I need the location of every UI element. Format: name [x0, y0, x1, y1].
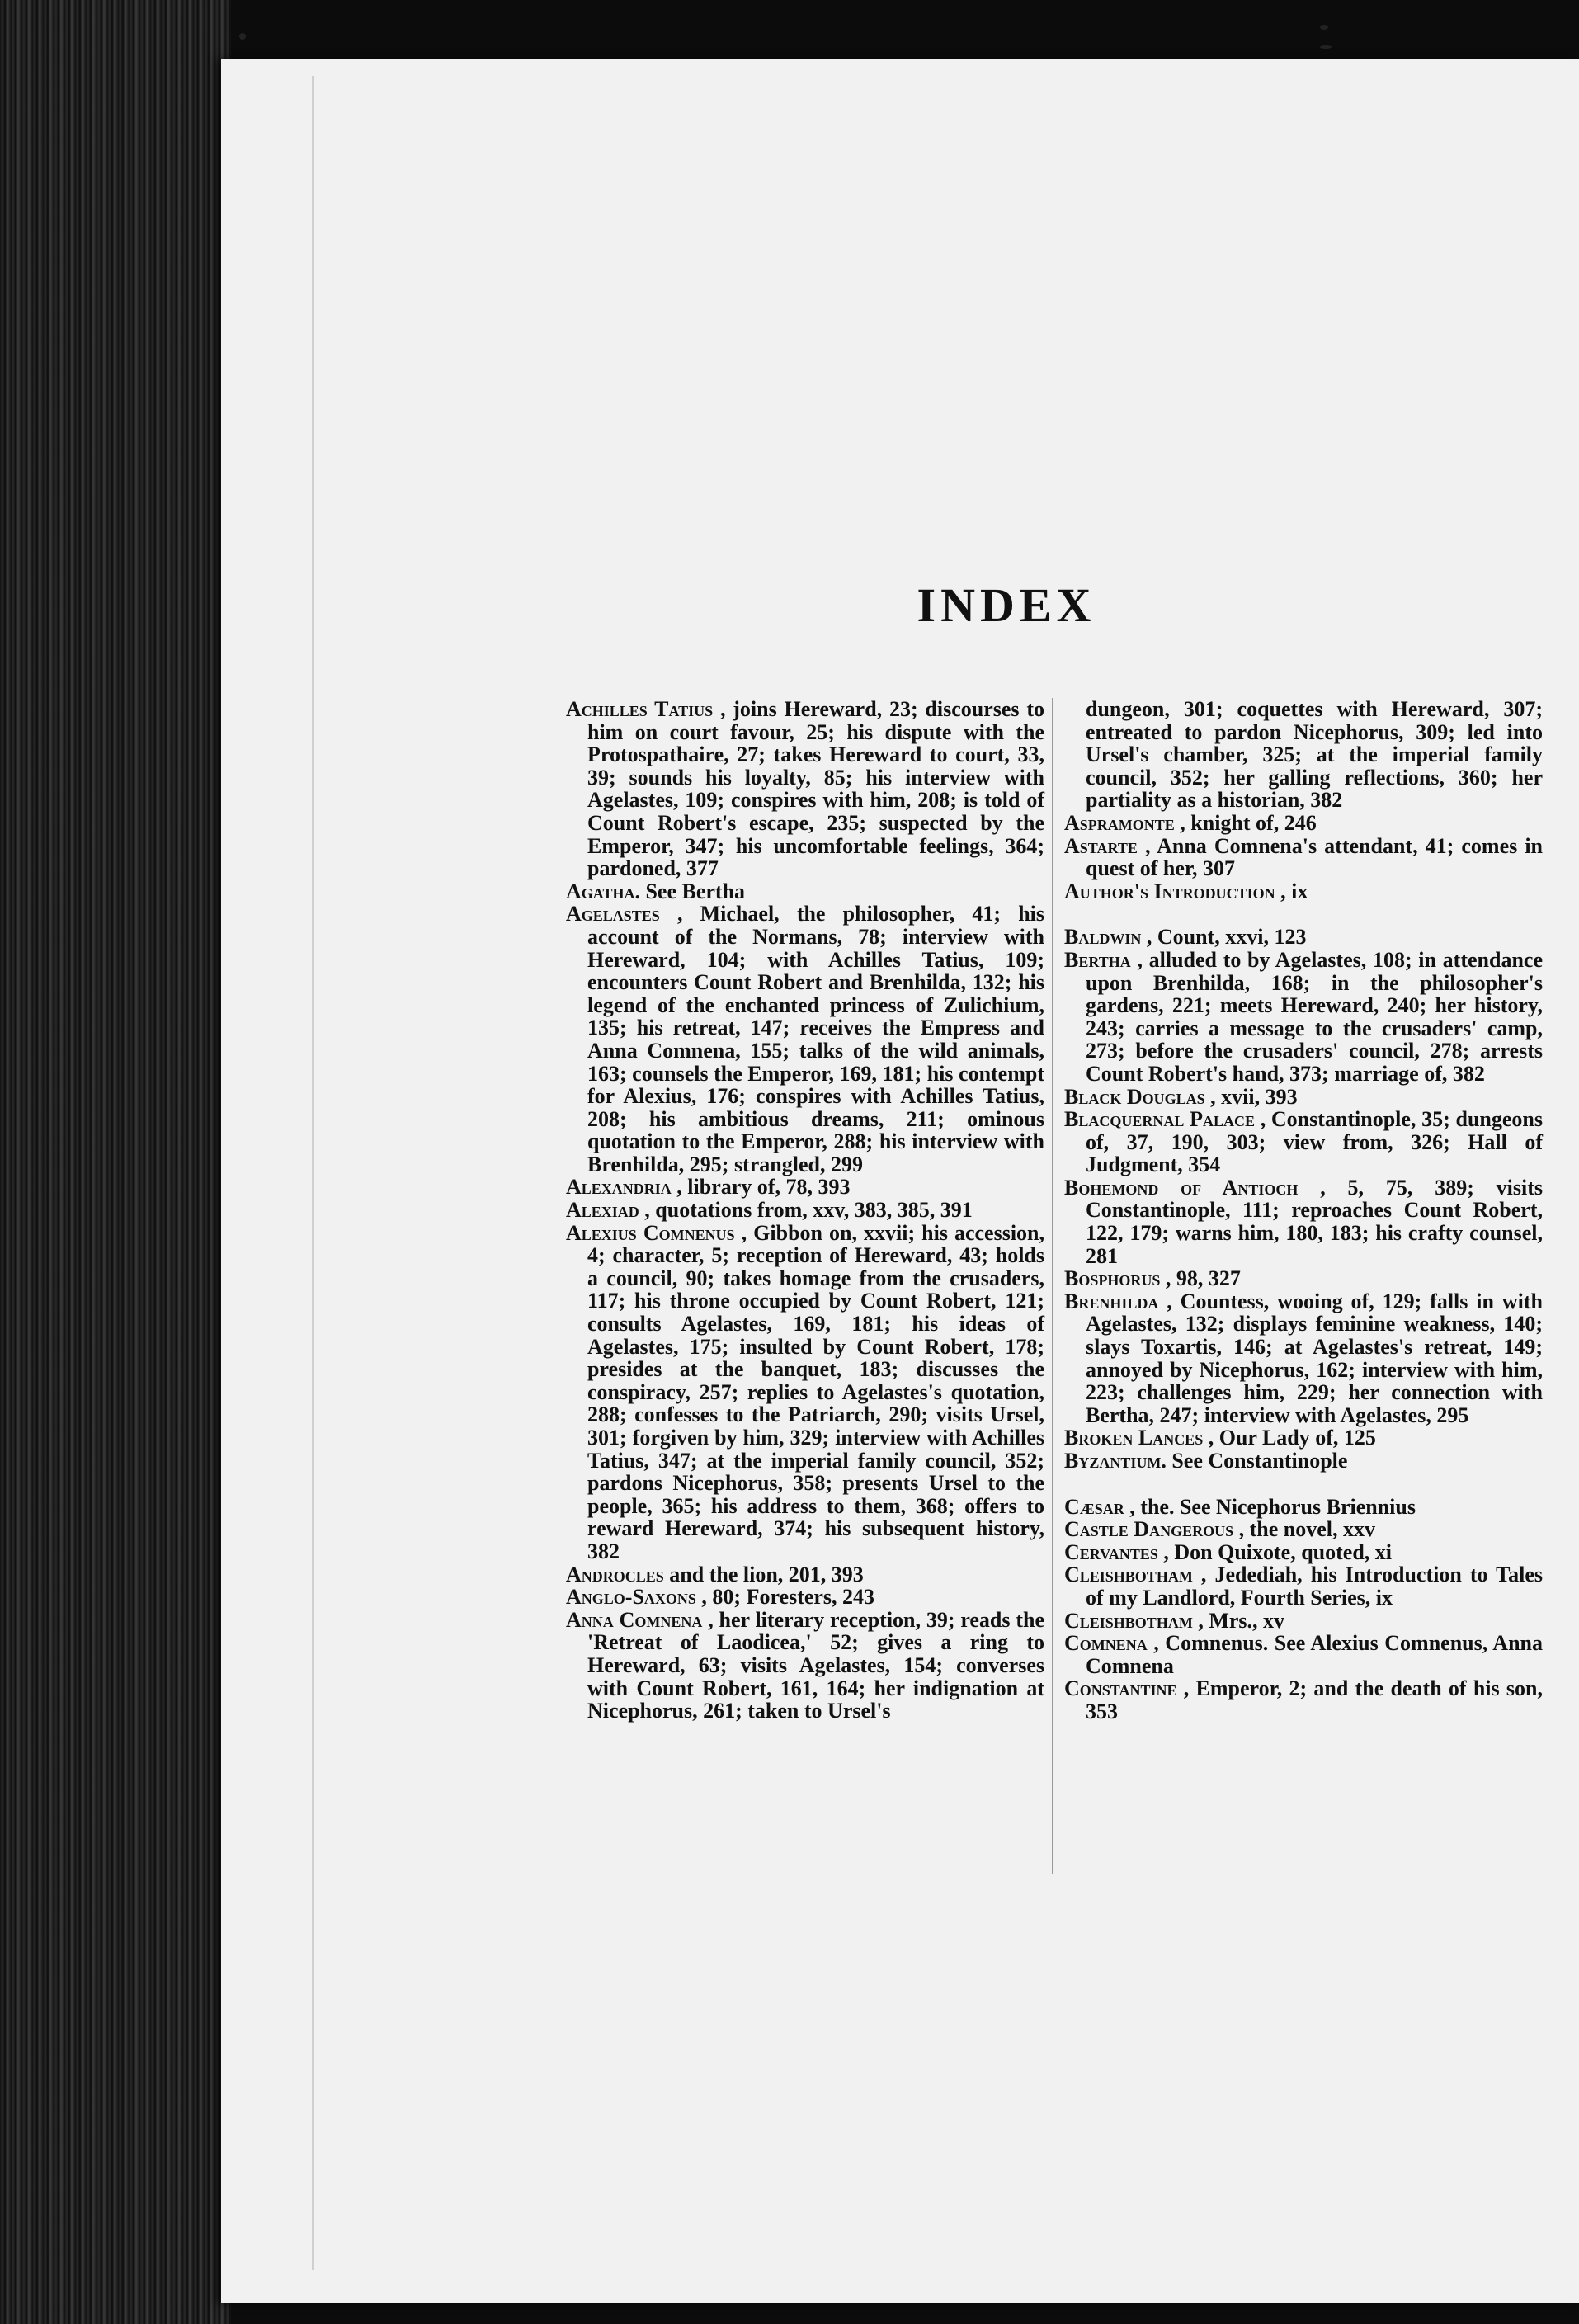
- column-divider: [1052, 698, 1053, 1874]
- index-entry-heading: Brenhilda: [1064, 1289, 1159, 1313]
- index-entry-text: , Countess, wooing of, 129; falls in with Agelastes, 132; displays feminine weakness, 140; slays Toxartis, 146; at Agelastes's retreat, 149; annoyed by Nicephorus, 162; interview with him, 223; challenges him, 229; her connection with Bertha, 247; interview with Agelastes, 295: [1086, 1289, 1544, 1427]
- index-entry-text: , Mrs., xv: [1198, 1608, 1285, 1633]
- index-entry: [1064, 1108, 1543, 1176]
- index-entry-heading: Byzantium.: [1064, 1449, 1167, 1473]
- index-entry-text: , the. See Nicephorus Briennius: [1129, 1494, 1416, 1519]
- index-entry-text: See Constantinople: [1171, 1449, 1348, 1473]
- index-entry-heading: Anna Comnena: [566, 1607, 703, 1632]
- index-entry: [1064, 1290, 1543, 1427]
- scan-speck: [1320, 25, 1328, 30]
- index-entry-heading: Cervantes: [1064, 1539, 1158, 1564]
- page-title: INDEX: [917, 578, 1096, 632]
- index-entry: [1064, 1426, 1543, 1450]
- index-entry-text: , Anna Comnena's attendant, 41; comes in quest of her, 307: [1086, 833, 1544, 881]
- index-entry: [1064, 1450, 1543, 1473]
- index-entry-heading: Cleishbotham: [1064, 1608, 1193, 1633]
- scan-speck: [239, 33, 246, 40]
- index-entry: [566, 1609, 1044, 1723]
- index-entry: [1064, 949, 1543, 1086]
- index-entry-text: See Bertha: [645, 879, 746, 903]
- index-entry: [566, 1563, 1044, 1586]
- index-entry-text: , the novel, xxv: [1238, 1517, 1375, 1542]
- index-entry-heading: Castle Dangerous: [1064, 1517, 1234, 1542]
- index-entry: [1064, 1176, 1543, 1267]
- index-entry: [566, 903, 1044, 1176]
- index-column-right: [1064, 698, 1543, 1723]
- index-entry-text: , Constantinople, 35; dungeons of, 37, 190, 303; view from, 326; Hall of Judgment, 354: [1086, 1107, 1544, 1177]
- index-entry: [566, 1222, 1044, 1563]
- index-entry: [566, 1586, 1044, 1609]
- index-entry-text: , Michael, the philosopher, 41; his account of the Normans, 78; interview with Hereward, 104; with Achilles Tatius, 109; encounters Count Robert and Brenhilda, 132; his legend of the enchanted princess of Zulichium, 135; his retreat, 147; receives the Empress and Anna Comnena, 155; talks of the wild animals, 163; counsels the Emperor, 169, 181; his contempt for Alexius, 176; conspires with Achilles Tatius, 208; his ambitious dreams, 211; ominous quotation to the Emperor, 288; his interview with Brenhilda, 295; strangled, 299: [587, 902, 1044, 1176]
- index-entry: [1064, 698, 1543, 812]
- index-entry: [566, 698, 1044, 880]
- index-entry-text: , joins Hereward, 23; discourses to him on court favour, 25; his dispute with the Protospathaire, 27; takes Hereward to court, 33, 39; sounds his loyalty, 85; his interview with Agelastes, 109; conspires with him, 208; is told of Count Robert's escape, 235; suspected by the Emperor, 347; his uncomfortable feelings, 364; pardoned, 377: [587, 697, 1044, 881]
- index-entry-text: , library of, 78, 393: [676, 1175, 851, 1200]
- index-entry-heading: Bertha: [1064, 947, 1131, 972]
- index-entry-heading: Achilles Tatius: [566, 697, 714, 721]
- index-entry: [1064, 1677, 1543, 1723]
- index-entry-text: , her literary reception, 39; reads the 'Retreat of Laodicea,' 52; gives a ring to Hereward, 63; visits Agelastes, 154; converses with Count Robert, 161, 164; her indignation at Nicephorus, 261; taken to Ursel's: [587, 1607, 1045, 1723]
- index-entry: [1064, 1563, 1543, 1609]
- index-entry-heading: Author's Introduction: [1064, 879, 1275, 903]
- index-entry-heading: Cleishbotham: [1064, 1563, 1193, 1587]
- index-entry-text: , Our Lady of, 125: [1208, 1426, 1376, 1450]
- index-entry-text: , Don Quixote, quoted, xi: [1163, 1539, 1393, 1564]
- index-entry-heading: Broken Lances: [1064, 1426, 1204, 1450]
- index-entry-heading: Alexandria: [566, 1175, 672, 1200]
- index-entry: [1064, 1541, 1543, 1564]
- index-entry: [1064, 812, 1543, 835]
- index-entry-text: , Count, xxvi, 123: [1146, 925, 1307, 950]
- index-entry-text: , 80; Foresters, 243: [701, 1585, 875, 1610]
- index-entry-text: , Comnenus. See Alexius Comnenus, Anna Comnena: [1086, 1631, 1544, 1678]
- index-entry-heading: Bohemond of Antioch: [1064, 1175, 1299, 1200]
- index-entry-text: and the lion, 201, 393: [669, 1562, 864, 1586]
- index-entry-heading: Androcles: [566, 1562, 664, 1586]
- index-entry-heading: Agelastes: [566, 902, 660, 926]
- index-entry-text: , alluded to by Agelastes, 108; in attendance upon Brenhilda, 168; in the philosopher's gardens, 221; meets Hereward, 240; her history, 243; carries a message to the crusaders' camp, 273; before the crusaders' council, 278; arrests Count Robert's hand, 373; marriage of, 382: [1086, 947, 1544, 1086]
- index-entry-text: , Emperor, 2; and the death of his son, 353: [1086, 1676, 1543, 1723]
- index-entry: [566, 1199, 1044, 1222]
- index-entry: [1064, 1610, 1543, 1633]
- index-entry: [1064, 835, 1543, 880]
- index-entry-text: , 98, 327: [1165, 1266, 1241, 1291]
- index-entry: [566, 1176, 1044, 1199]
- index-entry-text: , Jedediah, his Introduction to Tales of my Landlord, Fourth Series, ix: [1086, 1563, 1543, 1610]
- index-entry: [1064, 926, 1543, 949]
- index-entry-heading: Aspramonte: [1064, 810, 1175, 835]
- index-entry-text: , knight of, 246: [1180, 810, 1317, 835]
- index-column-left: [566, 698, 1044, 1723]
- index-entry-heading: Black Douglas: [1064, 1084, 1205, 1109]
- index-entry: [566, 880, 1044, 903]
- index-entry: [1064, 1632, 1543, 1677]
- index-entry-heading: Constantine: [1064, 1676, 1177, 1701]
- index-entry-text: , xvii, 393: [1210, 1084, 1298, 1109]
- index-entry-heading: Alexiad: [566, 1198, 639, 1223]
- book-edge: [0, 0, 231, 2324]
- index-entry-text: , 5, 75, 389; visits Constantinople, 111; reproaches Count Robert, 122, 179; warns him, 180, 183; his crafty counsel, 281: [1086, 1175, 1544, 1268]
- index-entry-text: dungeon, 301; coquettes with Hereward, 307; entreated to pardon Nicephorus, 309; led into Ursel's chamber, 325; at the imperial family council, 352; her galling reflections, 360; her partiality as a historian, 382: [1086, 697, 1543, 813]
- index-entry-heading: Astarte: [1064, 833, 1138, 858]
- index-entry: [1064, 1496, 1543, 1519]
- scan-speck: [1320, 45, 1332, 49]
- index-entry-heading: Blacquernal Palace: [1064, 1107, 1255, 1132]
- index-entry-heading: Comnena: [1064, 1631, 1148, 1656]
- page-fold-line: [312, 76, 314, 2270]
- index-entry: [1064, 1267, 1543, 1290]
- index-entry-heading: Bosphorus: [1064, 1266, 1161, 1291]
- index-entry: [1064, 1086, 1543, 1109]
- index-entry-heading: Anglo-Saxons: [566, 1585, 696, 1610]
- index-entry: [1064, 1518, 1543, 1541]
- index-entry-text: , ix: [1280, 879, 1308, 903]
- index-entry-text: , quotations from, xxv, 383, 385, 391: [644, 1198, 973, 1223]
- index-entry-heading: Alexius Comnenus: [566, 1220, 735, 1245]
- index-entry-heading: Agatha.: [566, 879, 640, 903]
- index-entry-text: , Gibbon on, xxvii; his accession, 4; character, 5; reception of Hereward, 43; holds a council, 90; takes homage from the crusaders, 117; his throne occupied by Count Robert, 121; consults Agelastes, 169, 181; his ideas of Agelastes, 175; insulted by Count Robert, 178; presides at the banquet, 183; discusses the conspiracy, 257; replies to Agelastes's quotation, 288; confesses to the Patriarch, 290; visits Ursel, 301; forgiven by him, 329; interview with Achilles Tatius, 347; at the imperial family council, 352; pardons Nicephorus, 358; presents Ursel to the people, 365; his address to them, 368; offers to reward Hereward, 374; his subsequent history, 382: [587, 1220, 1044, 1563]
- index-entry-heading: Baldwin: [1064, 925, 1142, 950]
- index-entry: [1064, 880, 1543, 903]
- index-entry-heading: Cæsar: [1064, 1494, 1124, 1519]
